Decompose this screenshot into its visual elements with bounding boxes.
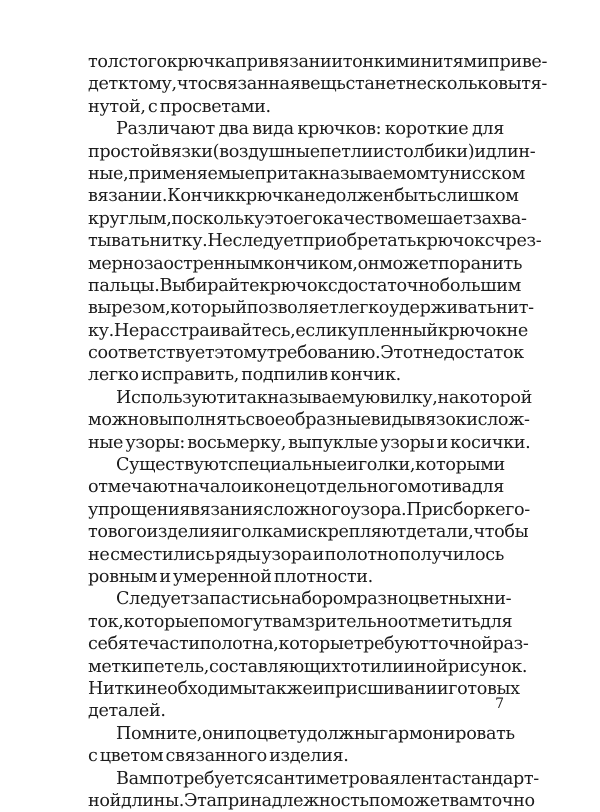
text-line: Различают два вида крючков: короткие для bbox=[88, 118, 504, 140]
text-line: ные узоры: восьмерку, выпуклые узоры и косички. bbox=[88, 432, 504, 454]
text-line: можно выполнять своеобразные виды вязок и слож- bbox=[88, 409, 504, 431]
text-line: Вам потребуется сантиметровая лента стандарт- bbox=[88, 768, 504, 790]
paragraph bbox=[88, 588, 504, 722]
text-line: ровным и умеренной плотности. bbox=[88, 566, 504, 588]
text-line: дет к тому, что связанная вещь станет несколько вытя- bbox=[88, 73, 504, 95]
text-line: отмечают начало и конец отдельного мотива для bbox=[88, 476, 504, 498]
paragraph bbox=[88, 723, 504, 768]
text-line: ные, применяемые при так называемом тунисском bbox=[88, 163, 504, 185]
text-line: себя те части полотна, которые требуют точной раз- bbox=[88, 633, 504, 655]
text-line: легко исправить, подпилив кончик. bbox=[88, 364, 504, 386]
page-number: 7 bbox=[490, 695, 504, 713]
text-line: нутой, с просветами. bbox=[88, 96, 504, 118]
text-line: метки петель, составляющих тот или иной рисунок. bbox=[88, 656, 504, 678]
text-line: не сместились ряды узора и полотно получилось bbox=[88, 544, 504, 566]
text-line: вязании. Кончик крючка не должен быть слишком bbox=[88, 185, 504, 207]
text-line: тывать нитку. Не следует приобретать крючок с чрез- bbox=[88, 230, 504, 252]
text-line: ной длины. Эта принадлежность поможет вам точно bbox=[88, 790, 504, 812]
text-line: соответствует этому требованию. Этот недостаток bbox=[88, 342, 504, 364]
text-line: пальцы. Выбирайте крючок с достаточно большим bbox=[88, 275, 504, 297]
paragraph bbox=[88, 51, 504, 118]
text-line: деталей. bbox=[88, 700, 504, 722]
text-line: Используют и так называемую вилку, на которой bbox=[88, 387, 504, 409]
text-line: вырезом, который позволяет легко удерживать нит- bbox=[88, 297, 504, 319]
page-body bbox=[88, 51, 504, 812]
text-line: толстого крючка при вязании тонкими нитями приве- bbox=[88, 51, 504, 73]
text-line: Помните, они по цвету должны гармонировать bbox=[88, 723, 504, 745]
text-line: тового изделия иголками скрепляют детали, чтобы bbox=[88, 521, 504, 543]
text-line: простой вязки (воздушные петли и столбики) и длин- bbox=[88, 141, 504, 163]
text-line: упрощения вязания сложного узора. При сборке го- bbox=[88, 499, 504, 521]
text-line: ку. Не расстраивайтесь, если купленный крючок не bbox=[88, 320, 504, 342]
text-line: Существуют специальные иголки, которыми bbox=[88, 454, 504, 476]
paragraph bbox=[88, 454, 504, 588]
text-line: мерно заостренным кончиком, он может поранить bbox=[88, 253, 504, 275]
text-line: Следует запастись набором разноцветных ни- bbox=[88, 588, 504, 610]
paragraph bbox=[88, 387, 504, 454]
paragraph bbox=[88, 118, 504, 387]
text-line: ток, которые помогут вам зрительно отметить для bbox=[88, 611, 504, 633]
text-line: Нитки необходимы также и при сшивании готовых bbox=[88, 678, 504, 700]
paragraph bbox=[88, 768, 504, 812]
text-line: круглым, поскольку это его качество мешает захва- bbox=[88, 208, 504, 230]
text-line: с цветом связанного изделия. bbox=[88, 745, 504, 767]
